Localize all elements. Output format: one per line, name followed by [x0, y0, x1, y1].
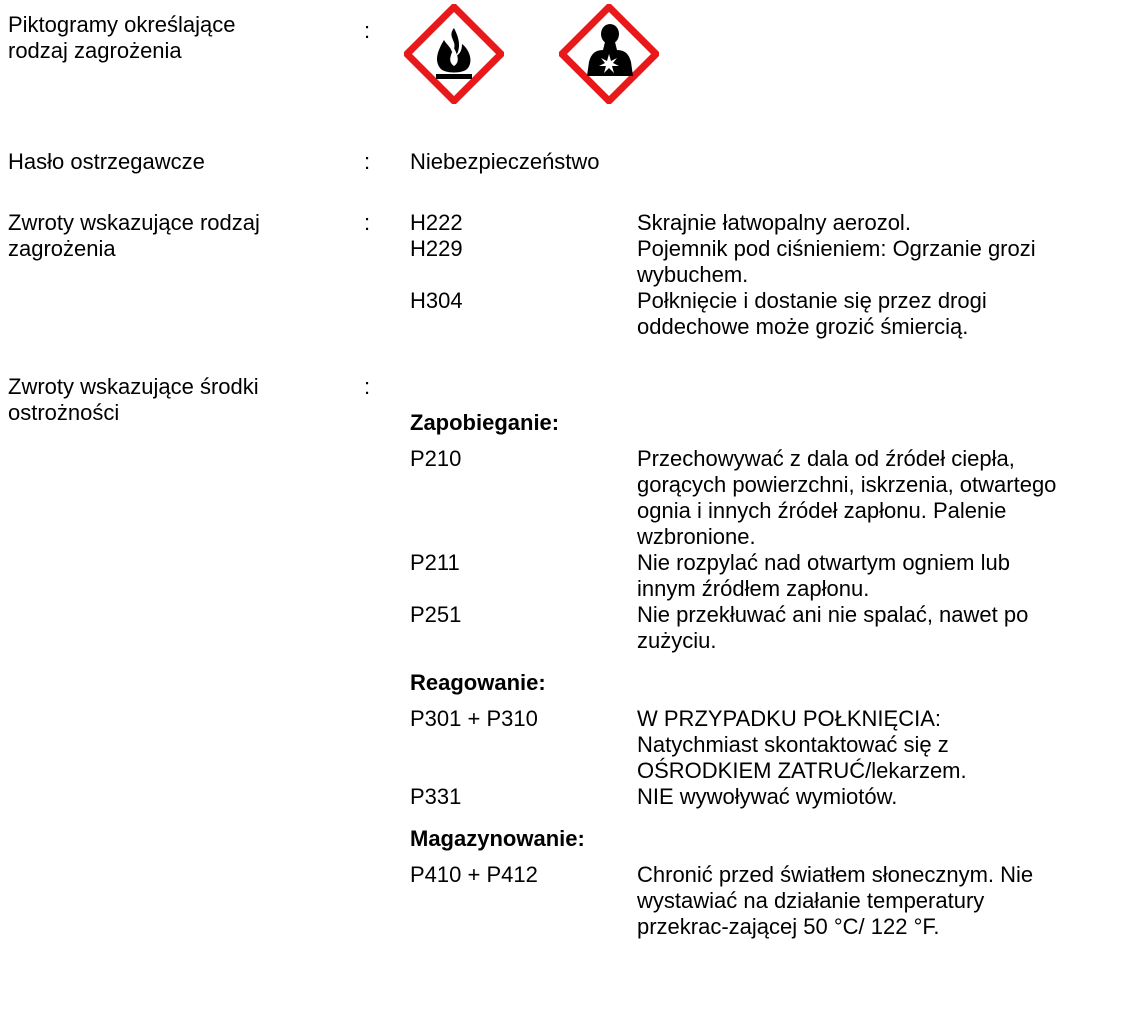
precaution-text: Przechowywać z dala od źródeł ciepła, gorących powierzchni, iskrzenia, otwartego ognia i innych źródeł zapłonu. Palenie wzbronione.	[637, 446, 1057, 549]
precaution-text: Nie rozpylać nad otwartym ogniem lub innym źródłem zapłonu.	[637, 550, 1010, 601]
storage-heading: Magazynowanie:	[410, 826, 585, 851]
hazard-text: Połknięcie i dostanie się przez drogi oddechowe może grozić śmiercią.	[637, 288, 987, 339]
precaution-text: Nie przekłuwać ani nie spalać, nawet po zużyciu.	[637, 602, 1029, 653]
precaution-code: P301 + P310	[410, 706, 538, 731]
precaution-code: P210	[410, 446, 462, 471]
health-hazard-pictogram-icon	[559, 4, 659, 110]
precautionary-statements-colon: :	[364, 374, 371, 399]
response-heading: Reagowanie:	[410, 670, 546, 695]
precautionary-statements-label: Zwroty wskazujące środki ostrożności	[8, 374, 259, 425]
signal-word-label: Hasło ostrzegawcze	[8, 149, 205, 174]
hazard-code: H229	[410, 236, 463, 261]
hazard-text: Pojemnik pod ciśnieniem: Ogrzanie grozi wybuchem.	[637, 236, 1036, 287]
flame-pictogram-icon	[404, 4, 504, 110]
hazard-code: H222	[410, 210, 463, 235]
precaution-code: P251	[410, 602, 462, 627]
precaution-text: NIE wywoływać wymiotów.	[637, 784, 898, 809]
hazard-code: H304	[410, 288, 463, 313]
precaution-text: W PRZYPADKU POŁKNIĘCIA: Natychmiast skontaktować się z OŚRODKIEM ZATRUĆ/lekarzem.	[637, 706, 967, 783]
precaution-code: P410 + P412	[410, 862, 538, 887]
hazard-text: Skrajnie łatwopalny aerozol.	[637, 210, 911, 235]
signal-word-colon: :	[364, 149, 371, 174]
precaution-text: Chronić przed światłem słonecznym. Nie wystawiać na działanie temperatury przekrac-zającej 50 °C/ 122 °F.	[637, 862, 1034, 939]
precaution-code: P211	[410, 550, 460, 575]
pictograms-colon: :	[364, 18, 371, 43]
prevention-heading: Zapobieganie:	[410, 410, 560, 435]
precaution-code: P331	[410, 784, 462, 809]
signal-word-value: Niebezpieczeństwo	[410, 149, 600, 174]
pictograms-label: Piktogramy określające rodzaj zagrożenia	[8, 12, 236, 63]
hazard-statements-label: Zwroty wskazujące rodzaj zagrożenia	[8, 210, 260, 261]
hazard-statements-colon: :	[364, 210, 371, 235]
